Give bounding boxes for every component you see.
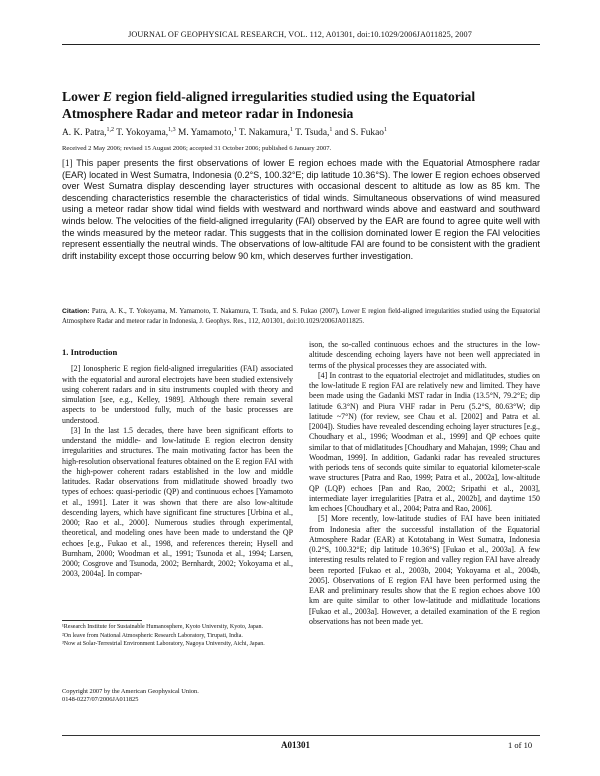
paragraph-4: [4] In contrast to the equatorial electrojet and midlatitudes, studies on the low-latitude E region FAI are relatively new and limited. They have been made using the Gadanki MST radar in India (13.5°N, 79.2°E; dip latitude 6.3°N) and Piura VHF radar in Peru (5.2°S, 80.63°W; dip latitude ~7°N) (for review, see Chau et al. [2002] and Patra et al. [2004]). Studies have revealed descending echoing layer structures [e.g., Choudhary et al., 1996; Woodman et al., 1999] and QP echoes quite similar to that of midlatitudes [Choudhary and Mahajan, 1999; Chau and Woodman, 1999]. In addition, Gadanki radar has revealed structures with periods tens of seconds quite similar to equatorial kilometer-scale wave structures [Patra and Rao, 1999; Patra et al., 2002a], low-altitude QP (LQP) echoes [Pan and Rao, 2002; Sripathi et al., 2003], intermediate layer irregularities [Patra et al., 2002b], and daytime 150 km echoes [Choudhary et al., 2004; Patra and Rao, 2006].: [309, 370, 540, 513]
title-part-1: Lower: [62, 89, 103, 104]
running-head: JOURNAL OF GEOPHYSICAL RESEARCH, VOL. 112, A01301, doi:10.1029/2006JA011825, 2007: [128, 30, 472, 39]
footnotes: [62, 624, 293, 650]
author: A. K. Patra,: [62, 128, 107, 139]
issn-line: 0148-0227/07/2006JA011825: [62, 696, 139, 703]
footnote-rule: [62, 620, 142, 621]
abstract-text: This paper presents the first observations of lower E region echoes made with the Equatorial Atmosphere radar (EAR) located in West Sumatra, Indonesia (0.2°S, 100.32°E; dip latitude 10.36°S). The lower E region echoes observed over West Sumatra display descending layer structures with occasional descent to altitude as low as 85 km. The descending characteristics resemble the characteristics of tidal winds. Simultaneous observations of wind measured using a meteor radar show tidal wind fields with westward and northward winds above and eastward and southward winds below. The velocities of the field-aligned irregularity (FAI) observed by the EAR are found to agree quite well with the winds measured by the meteor radar. This suggests that in the collision dominated lower E region the FAI velocities represent essentially the neutral winds. The observations of low-altitude FAI are found to be consistent with the gradient drift instability except those occurring below 90 km, which deserves further investigation.: [62, 158, 540, 261]
abstract-label: [1]: [62, 158, 73, 168]
footer-page-number: 1 of 10: [508, 740, 533, 750]
author: T. Nakamura,: [238, 128, 291, 139]
citation-label: Citation:: [62, 308, 90, 315]
left-column: [62, 347, 293, 580]
author-affiliation: 1,3: [168, 127, 176, 133]
paragraph-3: [3] In the last 1.5 decades, there have been significant efforts to understand the middle- and low-latitude E region electron density irregularities and structures. The main motivating factor has been the high-resolution observational features obtained on the E region FAI with the high-power coherent radars established in the low and middle latitudes. Radar observations from midlatitude showed broadly two types of echoes: quasi-periodic (QP) and continuous echoes [Yamamoto et al., 1991]. Later it was shown that there are also low-altitude descending layers, which have significant fine structures [Urbina et al., 2000; Rao et al., 2000]. Numerous studies through experimental, theoretical, and modeling ones have been made to understand the QP echoes [e.g., Fukao et al., 1998, and references therein; Hysell and Burnham, 2000; Woodman et al., 1991; Tsunoda et al., 1994; Larsen, 2000; Cosgrove and Tsunoda, 2002; Bernhardt, 2002; Yokoyama et al., 2003, 2004a]. In compar-: [62, 425, 293, 579]
footer-rule: [62, 735, 540, 736]
author: M. Yamamoto,: [177, 128, 234, 139]
citation-text: Patra, A. K., T. Yokoyama, M. Yamamoto, T. Nakamura, T. Tsuda, and S. Fukao (2007), Lower E region field-aligned irregularities studied using the Equatorial Atmosphere Radar and meteor radar in Indonesia, J. Geophys. Res., 112, A01301, doi:10.1029/2006JA011825.: [62, 308, 540, 325]
citation: [62, 307, 540, 327]
header-rule: [62, 44, 540, 45]
footnote: ³Now at Solar-Terrestrial Environment Laboratory, Nagoya University, Aichi, Japan.: [62, 641, 265, 648]
author-list: [62, 127, 387, 138]
copyright-line: Copyright 2007 by the American Geophysical Union.: [62, 688, 199, 695]
author: T. Tsuda,: [295, 128, 330, 139]
author: T. Yokoyama,: [116, 128, 169, 139]
copyright: [62, 688, 199, 704]
section-heading: 1. Introduction: [62, 347, 118, 357]
right-column: [309, 340, 540, 627]
footnote: ²On leave from National Atmospheric Research Laboratory, Tirupati, India.: [62, 632, 243, 639]
author-affiliation: 1: [233, 127, 237, 133]
abstract: [62, 158, 540, 262]
paper-title: [62, 88, 532, 122]
paragraph-2: [2] Ionospheric E region field-aligned irregularities (FAI) associated with the equatorial and auroral electrojets have been studied extensively using coherent radars and in situ instruments coupled with theory and simulation [see, e.g., Kelley, 1989]. Although there remain several aspects to be understood fully, much of the basic processes are understood.: [62, 364, 293, 425]
author-affiliation: 1: [290, 127, 294, 133]
paragraph-3-continued: ison, the so-called continuous echoes and the structures in the low-altitude descending echoing layers have not been well appreciated in terms of the physical processes they are associated with.: [309, 340, 540, 370]
received-dates: Received 2 May 2006; revised 15 August 2006; accepted 31 October 2006; published 6 January 2007.: [62, 145, 332, 152]
title-part-2: region field-aligned irregularities studied using the Equatorial Atmosphere Radar and meteor radar in Indonesia: [62, 89, 476, 121]
footer-article-id: A01301: [281, 740, 310, 750]
paragraph-5: [5] More recently, low-latitude studies of FAI have been initiated from Indonesia after the successful installation of the Equatorial Atmosphere Radar (EAR) at Kototabang in West Sumatra, Indonesia (0.2°S, 100.32°E; dip latitude 10.36°S) [Fukao et al., 2003a]. A few interesting results related to F region and valley region FAI have already been reported [Fukao et al., 2003b, 2004; Yokoyama et al., 2004b, 2005]. Observations of E region FAI have been performed using the EAR and preliminary results show that the E region echoes above 100 km are quite similar to other low-latitude and midlatitude locations [Fukao et al., 2003a]. However, a detailed examination of the E region observations has not been made yet.: [309, 514, 540, 626]
author-affiliation: 1,2: [106, 127, 115, 133]
author-affiliation: 1: [329, 127, 333, 133]
author: and S. Fukao: [334, 128, 384, 139]
footnote: ¹Research Institute for Sustainable Humanosphere, Kyoto University, Kyoto, Japan.: [62, 624, 264, 630]
author-affiliation: 1: [383, 127, 387, 133]
title-italic-e: E: [102, 89, 112, 104]
